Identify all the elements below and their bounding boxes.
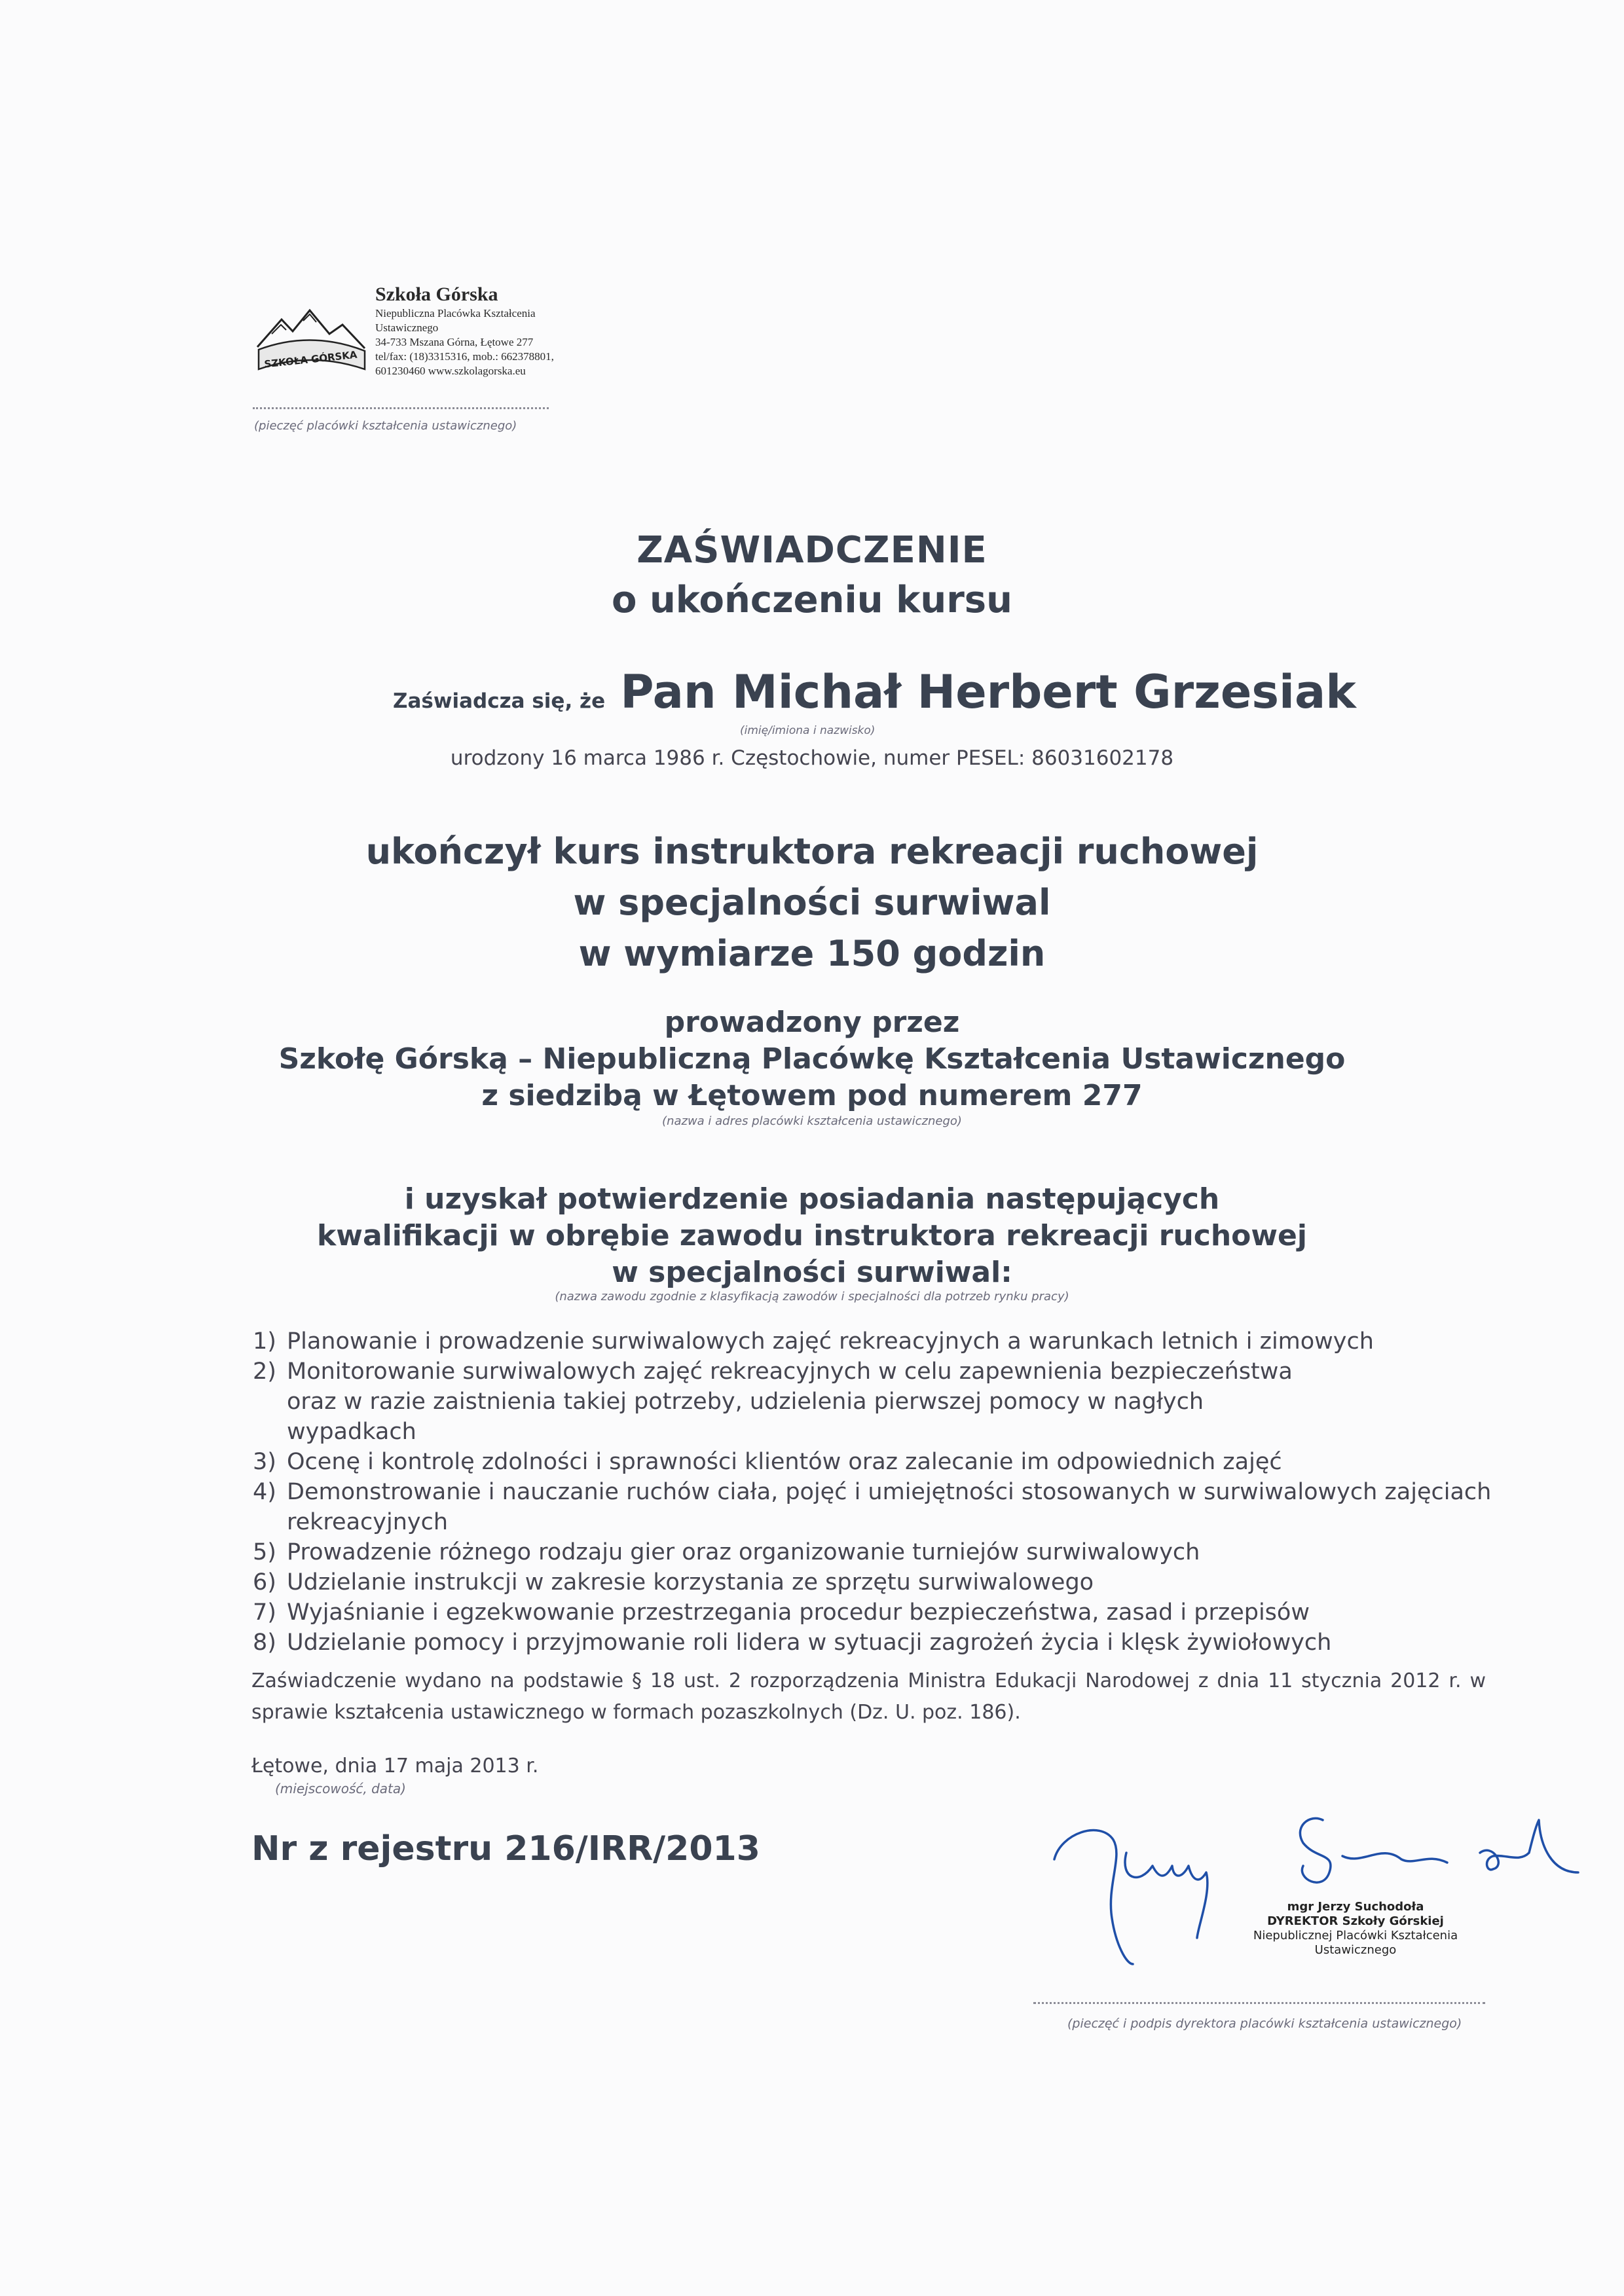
list-item-text: Monitorowanie surwiwalowych zajęć rekreacyjnych w celu zapewnienia bezpieczeństwa oraz w razie zaistnienia takiej potrzeby, udzielenia pierwszej pomocy w nagłych wypadkach: [287, 1358, 1293, 1445]
course-block: [0, 826, 1624, 979]
list-item: [253, 1447, 1497, 1477]
stamp-text-block: [375, 283, 554, 378]
qualification-line-1: i uzyskał potwierdzenie posiadania następujących: [404, 1182, 1220, 1216]
qualification-caption: (nazwa zawodu zgodnie z klasyfikacją zawodów i specjalności dla potrzeb rynku pracy): [555, 1290, 1069, 1303]
director-stamp: [1225, 1900, 1486, 1958]
list-item-number: 1): [253, 1328, 276, 1355]
logo-wordmark: SZKOŁA GÓRSKA: [263, 348, 358, 371]
list-item-text: Planowanie i prowadzenie surwiwalowych zajęć rekreacyjnych a warunkach letnich i zimowych: [287, 1328, 1374, 1355]
provider-caption: (nazwa i adres placówki kształcenia ustawicznego): [662, 1114, 962, 1128]
list-item-text: Wyjaśnianie i egzekwowanie przestrzegania procedur bezpieczeństwa, zasad i przepisów: [287, 1599, 1310, 1626]
director-title: DYREKTOR Szkoły Górskiej: [1267, 1914, 1444, 1928]
provider-line-3: z siedzibą w Łętowem pod numerem 277: [481, 1079, 1143, 1112]
list-item-text: Udzielanie instrukcji w zakresie korzystania ze sprzętu surwiwalowego: [287, 1569, 1094, 1595]
signature-dotted-line: [1033, 2002, 1485, 2004]
qualification-line-3: w specjalności surwiwal:: [612, 1256, 1012, 1289]
provider-line-1: prowadzony przez: [664, 1006, 960, 1039]
list-item-text: Ocenę i kontrolę zdolności i sprawności klientów oraz zalecanie im odpowiednich zajęć: [287, 1449, 1282, 1475]
course-line-2: w specjalności surwiwal: [573, 882, 1051, 923]
stamp-line-5: 601230460 www.szkolagorska.eu: [375, 365, 526, 377]
list-item: [253, 1597, 1497, 1628]
list-item-number: 2): [253, 1358, 276, 1385]
stamp-line-3: 34-733 Mszana Górna, Łętowe 277: [375, 336, 534, 348]
place-date: Łętowe, dnia 17 maja 2013 r.: [251, 1755, 539, 1777]
list-item-text: Prowadzenie różnego rodzaju gier oraz organizowanie turniejów surwiwalowych: [287, 1539, 1200, 1565]
qualification-line-2: kwalifikacji w obrębie zawodu instruktora rekreacji ruchowej: [317, 1219, 1307, 1252]
director-org-2: Ustawicznego: [1314, 1943, 1397, 1957]
certify-line: [393, 665, 1375, 719]
course-line-1: ukończył kurs instruktora rekreacji ruchowej: [365, 831, 1259, 872]
signature-caption: (pieczęć i podpis dyrektora placówki kształcenia ustawicznego): [1067, 2016, 1462, 2031]
list-item-text: Udzielanie pomocy i przyjmowanie roli lidera w sytuacji zagrożeń życia i klęsk żywiołowych: [287, 1630, 1332, 1656]
person-name: Pan Michał Herbert Grzesiak: [620, 665, 1356, 719]
list-item: [253, 1477, 1497, 1537]
list-item-number: 7): [253, 1599, 276, 1626]
list-item-number: 3): [253, 1449, 276, 1475]
school-name: Szkoła Górska: [375, 283, 498, 305]
stamp-line-1: Niepubliczna Placówka Kształcenia: [375, 307, 536, 319]
list-item: [253, 1628, 1497, 1658]
provider-line-2: Szkołę Górską – Niepubliczną Placówkę Kształcenia Ustawicznego: [278, 1042, 1346, 1076]
birth-info: urodzony 16 marca 1986 r. Częstochowie, numer PESEL: 86031602178: [450, 746, 1174, 770]
qualification-block: [0, 1181, 1624, 1291]
list-item: [253, 1357, 1308, 1447]
list-item-number: 8): [253, 1630, 276, 1656]
name-caption: (imię/imiona i nazwisko): [740, 724, 876, 737]
register-number: Nr z rejestru 216/IRR/2013: [251, 1829, 760, 1868]
mountain-logo-icon: [252, 301, 370, 373]
stamp-line-4: tel/fax: (18)3315316, mob.: 662378801,: [375, 350, 554, 363]
document-subtitle: o ukończeniu kursu: [611, 579, 1013, 621]
place-date-caption: (miejscowość, data): [275, 1781, 406, 1796]
stamp-line-2: Ustawicznego: [375, 321, 439, 334]
document-title: ZAŚWIADCZENIE: [637, 529, 987, 572]
provider-block: [0, 1004, 1624, 1114]
list-item: [253, 1567, 1497, 1597]
list-item: [253, 1537, 1497, 1567]
stamp-caption: (pieczęć placówki kształcenia ustawicznego): [254, 419, 517, 433]
list-item-number: 4): [253, 1479, 276, 1505]
legal-basis: Zaświadczenie wydano na podstawie § 18 ust. 2 rozporządzenia Ministra Edukacji Narodowej z dnia 11 stycznia 2012 r. w sprawie kształcenia ustawicznego w formach pozaszkolnych (Dz. U. poz. 186).: [251, 1669, 1486, 1724]
director-org-1: Niepublicznej Placówki Kształcenia: [1253, 1929, 1458, 1942]
list-item: [253, 1326, 1497, 1357]
list-item-text: Demonstrowanie i nauczanie ruchów ciała, pojęć i umiejętności stosowanych w surwiwalowych zajęciach rekreacyjnych: [287, 1479, 1492, 1535]
course-line-3: w wymiarze 150 godzin: [578, 933, 1046, 974]
stamp-dotted-line: [253, 407, 549, 409]
qualification-list: [253, 1326, 1497, 1658]
list-item-number: 5): [253, 1539, 276, 1565]
certify-prefix: Zaświadcza się, że: [393, 689, 606, 713]
list-item-number: 6): [253, 1569, 276, 1595]
director-name: mgr Jerzy Suchodoła: [1287, 1900, 1424, 1914]
